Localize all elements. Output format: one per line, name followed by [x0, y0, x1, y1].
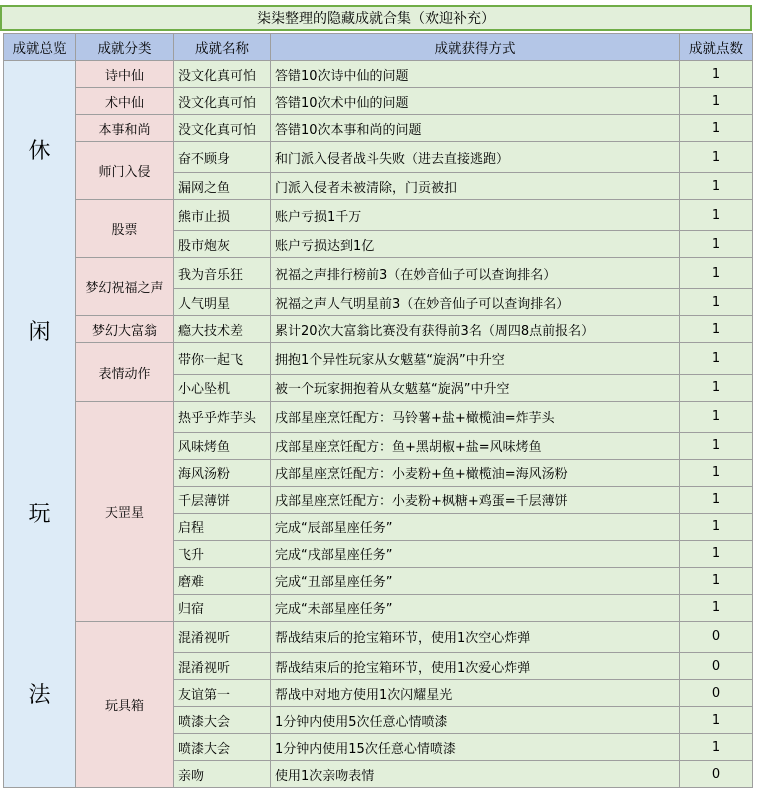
achievement-method-cell[interactable]: 完成“丑部星座任务” [271, 567, 680, 594]
achievement-name-cell[interactable]: 启程 [174, 513, 271, 540]
achievement-name-cell[interactable]: 归宿 [174, 594, 271, 621]
achievement-points-cell[interactable]: 1 [680, 258, 753, 289]
achievement-points-cell[interactable]: 0 [680, 653, 753, 680]
achievement-name-cell[interactable]: 混淆视听 [174, 653, 271, 680]
table-row [4, 115, 753, 142]
achievement-method-cell[interactable]: 1分钟内使用15次任意心情喷漆 [271, 734, 680, 761]
achievement-points-cell[interactable]: 0 [680, 680, 753, 707]
achievement-points-cell[interactable]: 1 [680, 115, 753, 142]
overview-char: 法 [28, 683, 51, 709]
achievement-name-cell[interactable]: 海风汤粉 [174, 459, 271, 486]
category-cell[interactable]: 玩具箱 [76, 621, 174, 787]
achievement-points-cell[interactable]: 1 [680, 540, 753, 567]
achievement-points-cell[interactable]: 1 [680, 401, 753, 432]
achievement-table [3, 33, 753, 788]
achievement-points-cell[interactable]: 1 [680, 173, 753, 200]
category-cell[interactable]: 师门入侵 [76, 142, 174, 200]
table-body [4, 61, 753, 788]
achievement-points-cell[interactable]: 1 [680, 316, 753, 343]
header-overview[interactable]: 成就总览 [4, 34, 76, 61]
achievement-method-cell[interactable]: 戌部星座烹饪配方：小麦粉+鱼+橄榄油=海风汤粉 [271, 459, 680, 486]
sheet-title-text: 柒柒整理的隐藏成就合集（欢迎补充） [257, 11, 495, 27]
category-cell[interactable]: 表情动作 [76, 343, 174, 401]
table-row [4, 61, 753, 88]
table-row [4, 401, 753, 432]
achievement-method-cell[interactable]: 答错10次术中仙的问题 [271, 88, 680, 115]
table-row [4, 621, 753, 652]
category-cell[interactable]: 诗中仙 [76, 61, 174, 88]
achievement-points-cell[interactable]: 1 [680, 88, 753, 115]
achievement-method-cell[interactable]: 使用1次亲吻表情 [271, 761, 680, 788]
header-name[interactable]: 成就名称 [174, 34, 271, 61]
achievement-points-cell[interactable]: 1 [680, 374, 753, 401]
overview-char: 玩 [28, 501, 51, 527]
achievement-points-cell[interactable]: 1 [680, 567, 753, 594]
category-cell[interactable]: 天罡星 [76, 401, 174, 621]
achievement-name-cell[interactable]: 千层薄饼 [174, 486, 271, 513]
achievement-method-cell[interactable]: 帮战结束后的抢宝箱环节，使用1次空心炸弹 [271, 621, 680, 652]
achievement-method-cell[interactable]: 拥抱1个异性玩家从女魃墓“旋涡”中升空 [271, 343, 680, 374]
achievement-points-cell[interactable]: 1 [680, 707, 753, 734]
achievement-method-cell[interactable]: 累计20次大富翁比赛没有获得前3名（周四8点前报名） [271, 316, 680, 343]
achievement-points-cell[interactable]: 1 [680, 289, 753, 316]
table-row [4, 343, 753, 374]
achievement-method-cell[interactable]: 门派入侵者未被清除，门贡被扣 [271, 173, 680, 200]
achievement-method-cell[interactable]: 戌部星座烹饪配方：马铃薯+盐+橄榄油=炸芋头 [271, 401, 680, 432]
achievement-name-cell[interactable]: 混淆视听 [174, 621, 271, 652]
achievement-name-cell[interactable]: 亲吻 [174, 761, 271, 788]
achievement-method-cell[interactable]: 被一个玩家拥抱着从女魃墓“旋涡”中升空 [271, 374, 680, 401]
achievement-method-cell[interactable]: 账户亏损1千万 [271, 200, 680, 231]
sheet-title[interactable] [0, 5, 752, 31]
achievement-name-cell[interactable]: 漏网之鱼 [174, 173, 271, 200]
achievement-points-cell[interactable]: 1 [680, 142, 753, 173]
overview-cell[interactable] [4, 61, 76, 788]
achievement-name-cell[interactable]: 小心坠机 [174, 374, 271, 401]
table-row [4, 88, 753, 115]
achievement-name-cell[interactable]: 飞升 [174, 540, 271, 567]
achievement-method-cell[interactable]: 1分钟内使用5次任意心情喷漆 [271, 707, 680, 734]
achievement-name-cell[interactable]: 没文化真可怕 [174, 88, 271, 115]
achievement-method-cell[interactable]: 和门派入侵者战斗失败（进去直接逃跑） [271, 142, 680, 173]
achievement-name-cell[interactable]: 奋不顾身 [174, 142, 271, 173]
overview-char: 闲 [28, 320, 51, 346]
achievement-name-cell[interactable]: 喷漆大会 [174, 734, 271, 761]
achievement-method-cell[interactable]: 账户亏损达到1亿 [271, 231, 680, 258]
table-row [4, 258, 753, 289]
achievement-name-cell[interactable]: 熊市止损 [174, 200, 271, 231]
category-cell[interactable]: 梦幻祝福之声 [76, 258, 174, 316]
overview-text [4, 61, 75, 787]
achievement-method-cell[interactable]: 祝福之声排行榜前3（在妙音仙子可以查询排名） [271, 258, 680, 289]
header-category[interactable]: 成就分类 [76, 34, 174, 61]
achievement-name-cell[interactable]: 没文化真可怕 [174, 61, 271, 88]
achievement-name-cell[interactable]: 风味烤鱼 [174, 432, 271, 459]
achievement-points-cell[interactable]: 1 [680, 734, 753, 761]
achievement-points-cell[interactable]: 1 [680, 231, 753, 258]
header-method[interactable]: 成就获得方式 [271, 34, 680, 61]
category-cell[interactable]: 术中仙 [76, 88, 174, 115]
achievement-points-cell[interactable]: 1 [680, 343, 753, 374]
achievement-points-cell[interactable]: 1 [680, 486, 753, 513]
table-row [4, 316, 753, 343]
achievement-points-cell[interactable]: 0 [680, 761, 753, 788]
achievement-name-cell[interactable]: 友谊第一 [174, 680, 271, 707]
achievement-method-cell[interactable]: 帮战中对地方使用1次闪耀星光 [271, 680, 680, 707]
achievement-points-cell[interactable]: 1 [680, 432, 753, 459]
achievement-method-cell[interactable]: 帮战结束后的抢宝箱环节，使用1次爱心炸弹 [271, 653, 680, 680]
achievement-name-cell[interactable]: 带你一起飞 [174, 343, 271, 374]
achievement-method-cell[interactable]: 完成“未部星座任务” [271, 594, 680, 621]
achievement-name-cell[interactable]: 瘾大技术差 [174, 316, 271, 343]
achievement-name-cell[interactable]: 我为音乐狂 [174, 258, 271, 289]
header-row [4, 34, 753, 61]
achievement-method-cell[interactable]: 完成“戌部星座任务” [271, 540, 680, 567]
achievement-points-cell[interactable]: 1 [680, 459, 753, 486]
achievement-points-cell[interactable]: 1 [680, 513, 753, 540]
achievement-points-cell[interactable]: 1 [680, 594, 753, 621]
achievement-points-cell[interactable]: 1 [680, 200, 753, 231]
achievement-method-cell[interactable]: 戌部星座烹饪配方：鱼+黑胡椒+盐=风味烤鱼 [271, 432, 680, 459]
achievement-name-cell[interactable]: 人气明星 [174, 289, 271, 316]
overview-char: 休 [28, 138, 51, 164]
achievement-points-cell[interactable]: 1 [680, 61, 753, 88]
category-cell[interactable]: 本事和尚 [76, 115, 174, 142]
achievement-name-cell[interactable]: 股市炮灰 [174, 231, 271, 258]
achievement-method-cell[interactable]: 戌部星座烹饪配方：小麦粉+枫糖+鸡蛋=千层薄饼 [271, 486, 680, 513]
table-row [4, 142, 753, 173]
achievement-method-cell[interactable]: 答错10次诗中仙的问题 [271, 61, 680, 88]
achievement-name-cell[interactable]: 热乎乎炸芋头 [174, 401, 271, 432]
achievement-method-cell[interactable]: 完成“辰部星座任务” [271, 513, 680, 540]
category-cell[interactable]: 股票 [76, 200, 174, 258]
category-cell[interactable]: 梦幻大富翁 [76, 316, 174, 343]
achievement-method-cell[interactable]: 答错10次本事和尚的问题 [271, 115, 680, 142]
achievement-method-cell[interactable]: 祝福之声人气明星前3（在妙音仙子可以查询排名） [271, 289, 680, 316]
header-points[interactable]: 成就点数 [680, 34, 753, 61]
achievement-name-cell[interactable]: 喷漆大会 [174, 707, 271, 734]
achievement-points-cell[interactable]: 0 [680, 621, 753, 652]
table-row [4, 200, 753, 231]
achievement-name-cell[interactable]: 没文化真可怕 [174, 115, 271, 142]
achievement-name-cell[interactable]: 磨难 [174, 567, 271, 594]
